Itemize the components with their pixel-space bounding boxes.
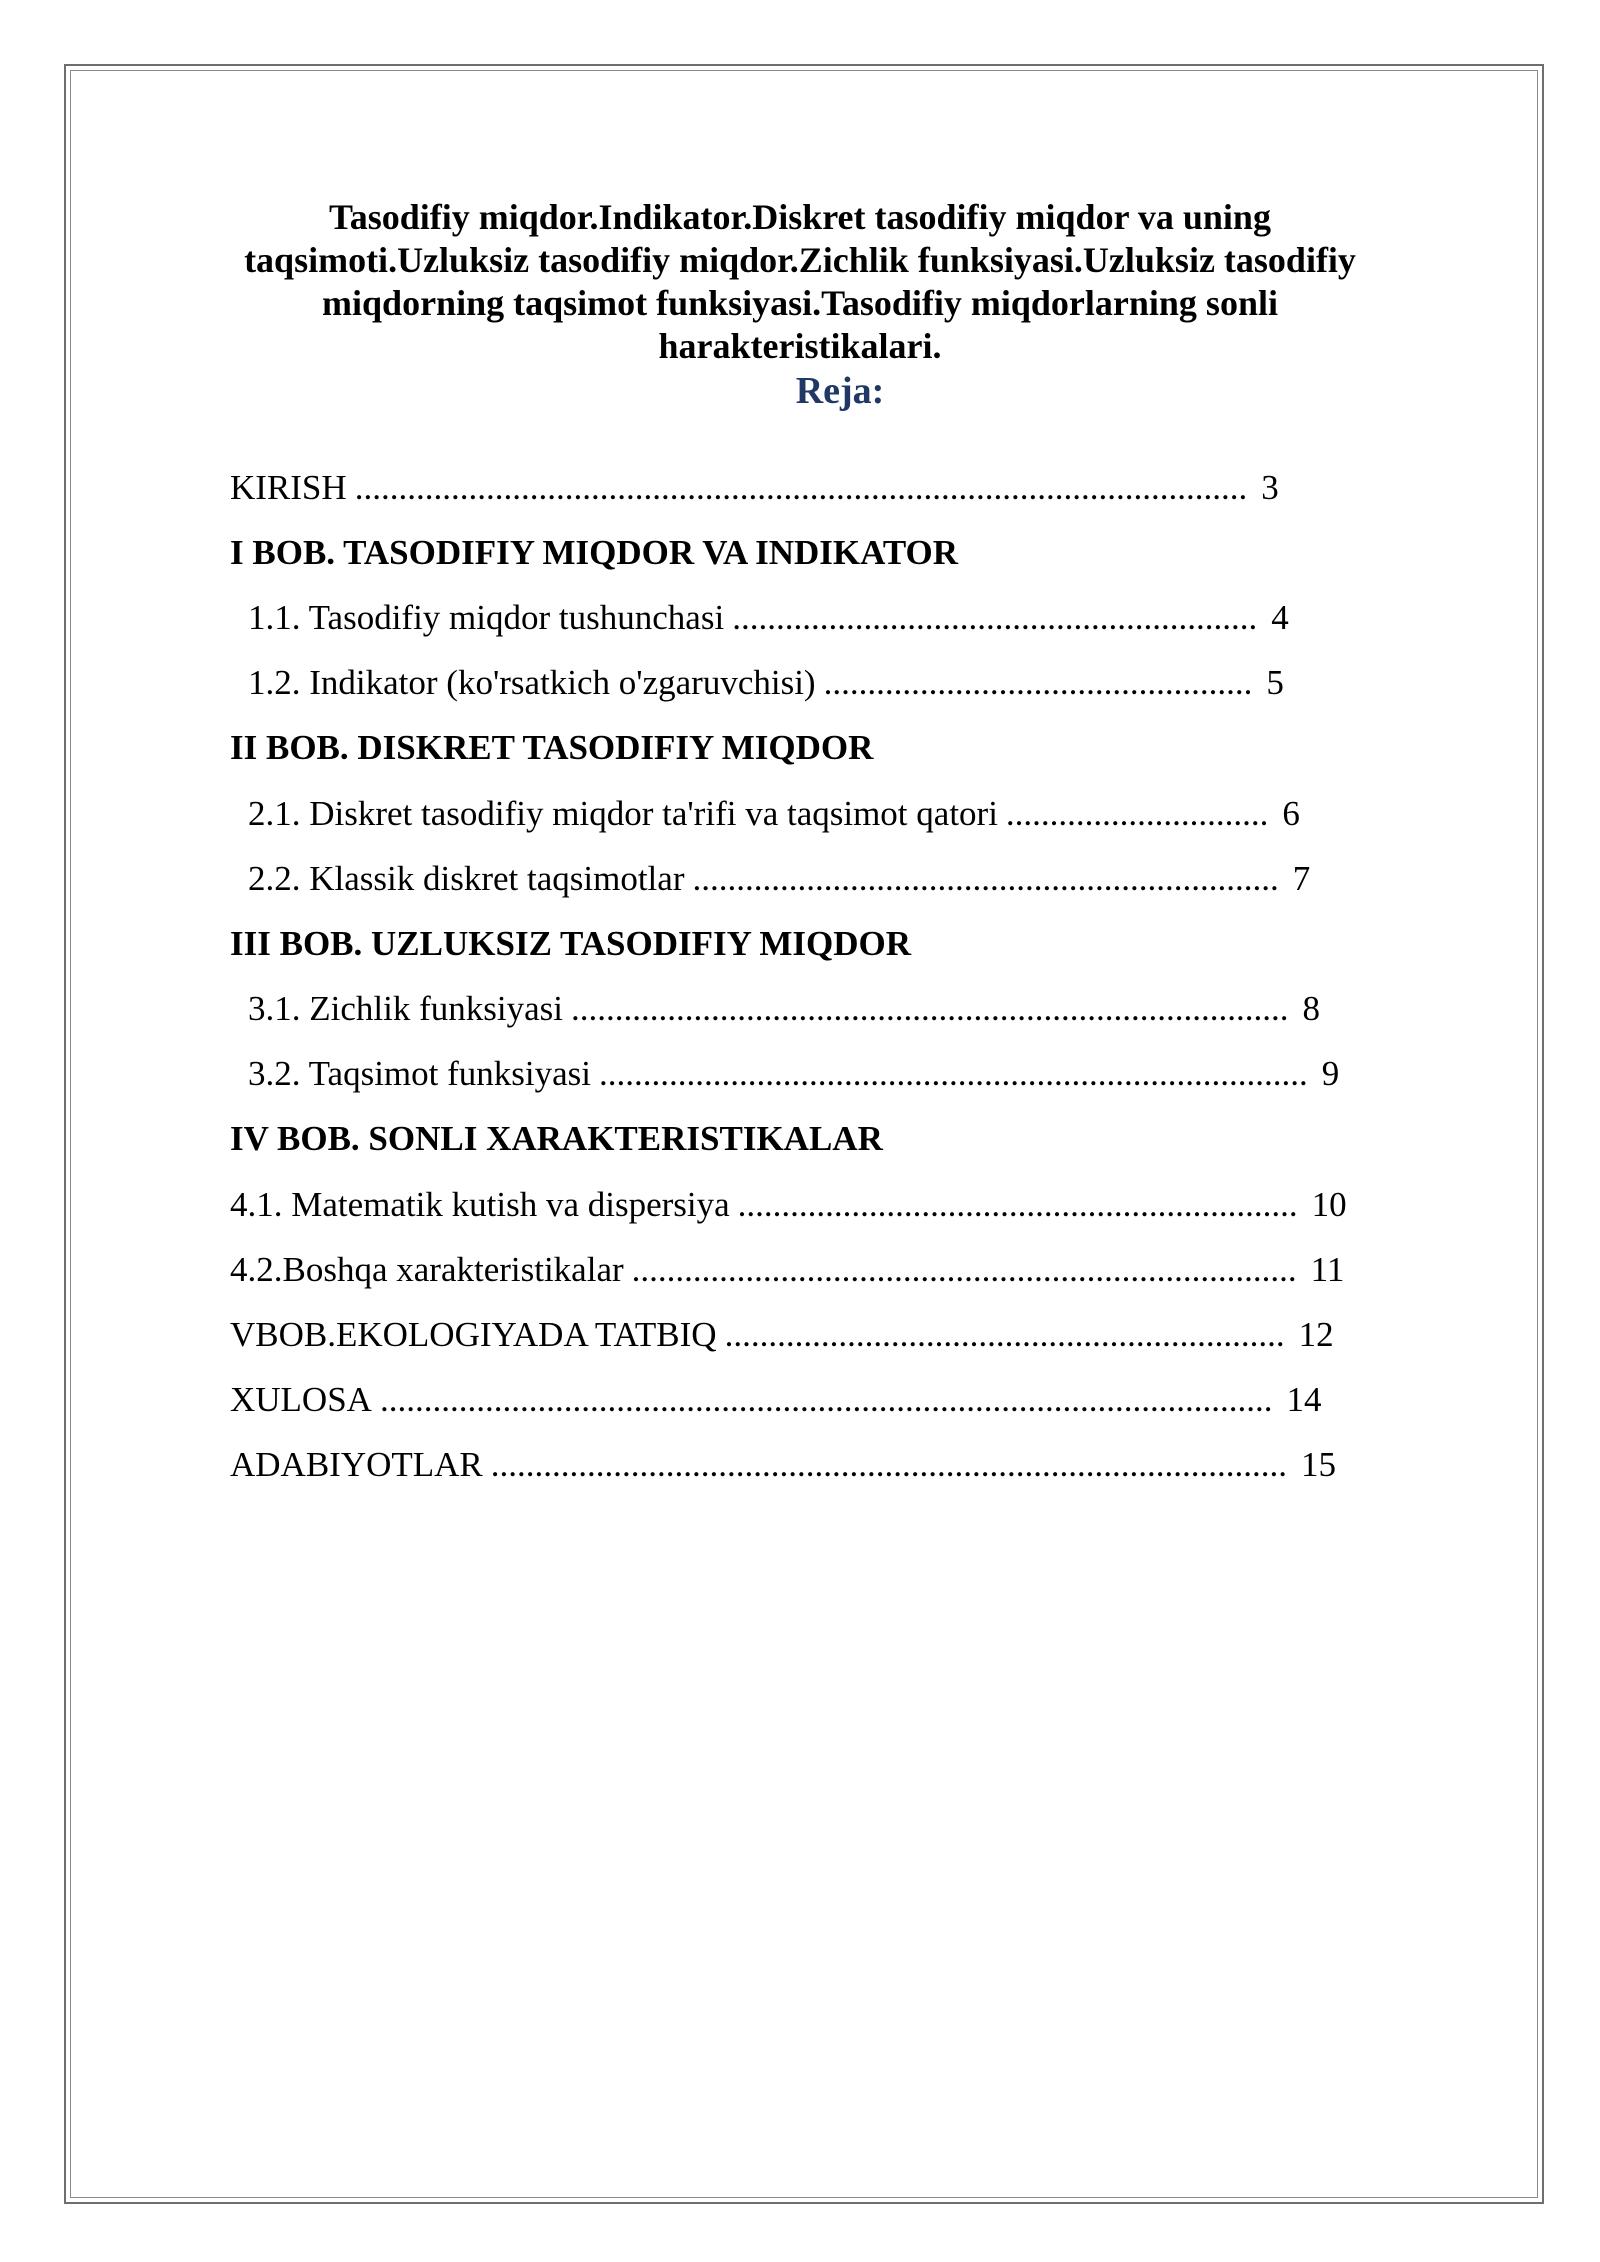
toc-entry-adabiyotlar [230,1433,1530,1498]
toc-leader-dots: ............................................................................ [631,1249,1297,1289]
toc-page-number: 9 [1321,1054,1340,1094]
toc-entry-xulosa [230,1368,1530,1433]
toc-page-number: 6 [1282,793,1300,833]
toc-chapter-2 [230,716,1530,781]
toc-entry-4-2 [230,1237,1530,1302]
toc-entry-2-2 [230,846,1530,911]
toc-entry-text: 1.2. Indikator (ko'rsatkich o'zgaruvchisi) [248,663,816,703]
toc-chapter-title: III BOB. UZLUKSIZ TASODIFIY MIQDOR [230,923,912,963]
toc-leader-dots: ................................................................ [737,1184,1298,1224]
toc-entry-text: 1.1. Tasodifiy miqdor tushunchasi [248,597,725,637]
toc-page-number: 4 [1271,597,1289,637]
toc-entry-text: 4.2.Boshqa xarakteristikalar [230,1249,624,1289]
toc-entry-kirish [230,455,1530,520]
toc-entry-text: 2.1. Diskret tasodifiy miqdor ta'rifi va taqsimot qatori [248,793,998,833]
toc-leader-dots: .................................................................................. [570,989,1289,1029]
toc-chapter-title: I BOB. TASODIFIY MIQDOR VA INDIKATOR [230,532,959,572]
toc-entry-text: 3.1. Zichlik funksiyasi [248,989,563,1029]
toc-chapter-1 [230,520,1530,585]
toc-entry-chapter-5 [230,1302,1530,1367]
toc-leader-dots: ................................................................................. [599,1054,1308,1094]
toc-entry-text: ADABIYOTLAR [230,1445,483,1485]
toc-entry-3-1 [230,977,1530,1042]
toc-page-number: 11 [1310,1249,1345,1289]
toc-chapter-4 [230,1107,1530,1172]
toc-leader-dots: ................................................................... [692,858,1279,898]
toc-entry-2-1 [230,781,1530,846]
toc-leader-dots: ................................................. [823,663,1253,703]
toc-entry-3-2 [230,1042,1530,1107]
toc-entry-text: 3.2. Taqsimot funksiyasi [248,1054,592,1094]
table-of-contents [230,455,1530,1498]
toc-page-number: 5 [1266,663,1284,703]
toc-leader-dots: ...................................................................................................... [354,467,1248,507]
toc-entry-1-2 [230,651,1530,716]
toc-page-number: 8 [1302,989,1320,1029]
toc-page-number: 3 [1261,467,1279,507]
toc-chapter-3 [230,911,1530,976]
toc-entry-text: 2.2. Klassik diskret taqsimotlar [248,858,685,898]
toc-page-number: 7 [1292,858,1311,898]
toc-page-number: 15 [1301,1445,1337,1485]
toc-entry-text: VBOB.EKOLOGIYADA TATBIQ [230,1315,717,1355]
toc-chapter-title: II BOB. DISKRET TASODIFIY MIQDOR [230,728,874,768]
plan-heading: Reja: [795,370,885,412]
toc-entry-1-1 [230,585,1530,650]
toc-entry-text: 4.1. Matematik kutish va dispersiya [230,1184,730,1224]
toc-leader-dots: ................................................................ [724,1315,1285,1355]
toc-page-number: 14 [1286,1380,1322,1420]
toc-leader-dots: .............................. [1005,793,1269,833]
toc-leader-dots: ...................................................................................................... [379,1380,1273,1420]
toc-page-number: 10 [1311,1184,1347,1224]
toc-entry-text: XULOSA [230,1380,372,1420]
toc-page-number: 12 [1298,1315,1334,1355]
toc-leader-dots: ............................................................ [732,597,1258,637]
toc-entry-text: KIRISH [230,467,347,507]
toc-entry-4-1 [230,1172,1530,1237]
toc-chapter-title: IV BOB. SONLI XARAKTERISTIKALAR [230,1119,883,1159]
document-title: Tasodifiy miqdor.Indikator.Diskret tasodifiy miqdor va uning taqsimoti.Uzluksiz tasodifiy miqdor.Zichlik funksiyasi.Uzluksiz tasodifiy miqdorning taqsimot funksiyasi.Tasodifiy miqdorlarning sonli harakteristikalari. [244,197,1356,366]
toc-leader-dots: ........................................................................................... [490,1445,1288,1485]
